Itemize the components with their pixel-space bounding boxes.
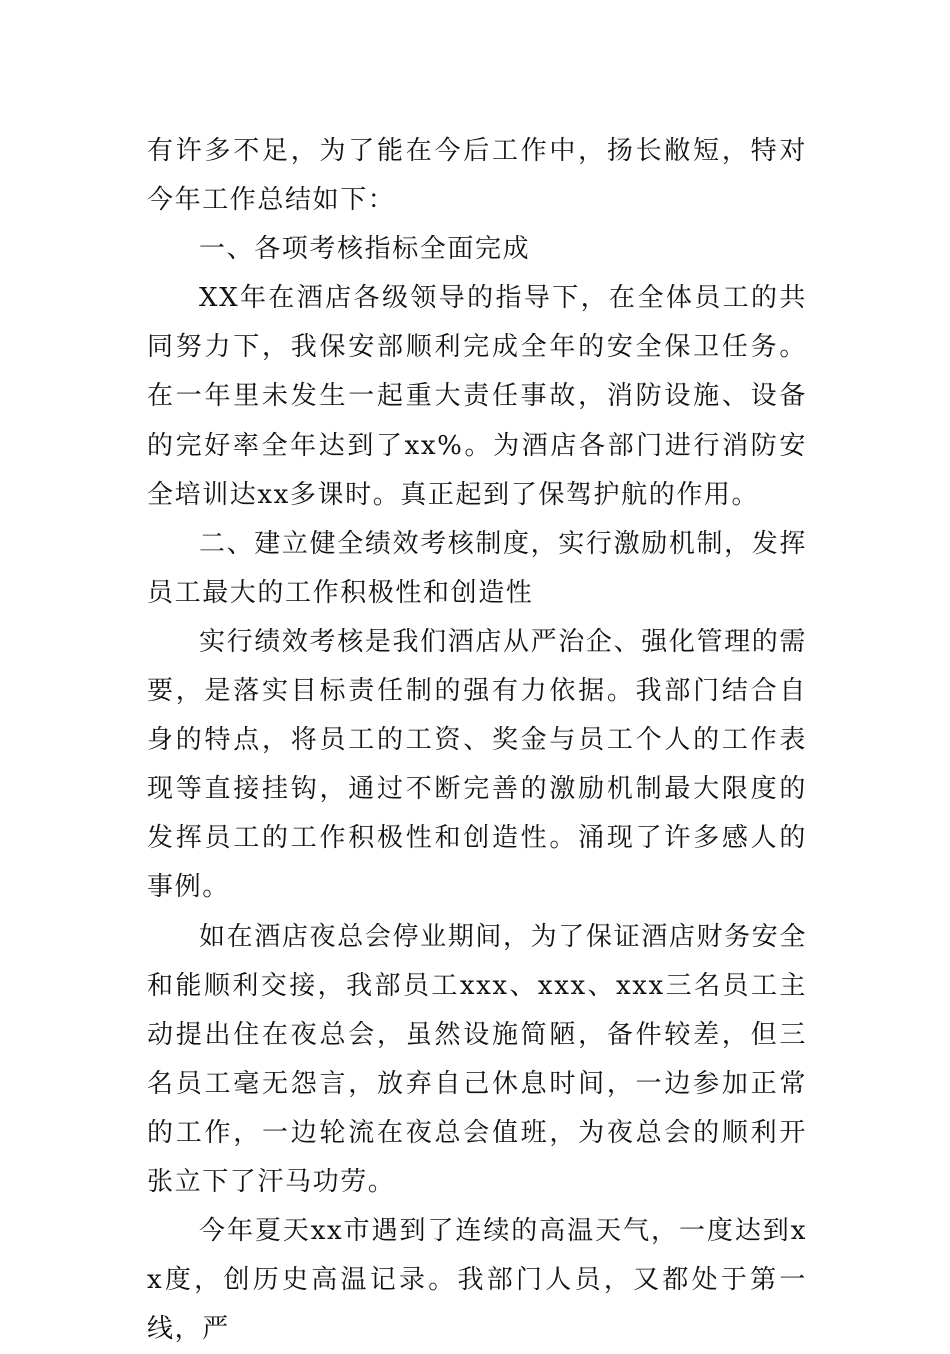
paragraph-example-nightclub: 如在酒店夜总会停业期间，为了保证酒店财务安全和能顺利交接，我部员工xxx、xxx、xxx三名员工主动提出住在夜总会，虽然设施简陋，备件较差，但三名员工毫无怨言，放弃自己休息时间，一边参加正常的工作，一边轮流在夜总会值班，为夜总会的顺利开张立下了汗马功劳。 [147,921,807,1197]
paragraph-intro: 有许多不足，为了能在今后工作中，扬长敝短，特对今年工作总结如下： [147,136,807,216]
paragraph-example-summer: 今年夏天xx市遇到了连续的高温天气，一度达到xx度，创历史高温记录。我部门人员，又都处于第一线，严 [147,1216,807,1345]
document-body [147,127,807,1354]
paragraph-section-1: XX年在酒店各级领导的指导下，在全体员工的共同努力下，我保安部顺利完成全年的安全保卫任务。在一年里未发生一起重大责任事故，消防设施、设备的完好率全年达到了xx%。为酒店各部门进行消防安全培训达xx多课时。真正起到了保驾护航的作用。 [147,283,807,510]
heading-section-2: 二、建立健全绩效考核制度，实行激励机制，发挥员工最大的工作积极性和创造性 [147,528,807,608]
paragraph-section-2: 实行绩效考核是我们酒店从严治企、强化管理的需要，是落实目标责任制的强有力依据。我部门结合自身的特点，将员工的工资、奖金与员工个人的工作表现等直接挂钩，通过不断完善的激励机制最大限度的发挥员工的工作积极性和创造性。涌现了许多感人的事例。 [147,626,807,903]
heading-section-1: 一、各项考核指标全面完成 [199,234,531,265]
